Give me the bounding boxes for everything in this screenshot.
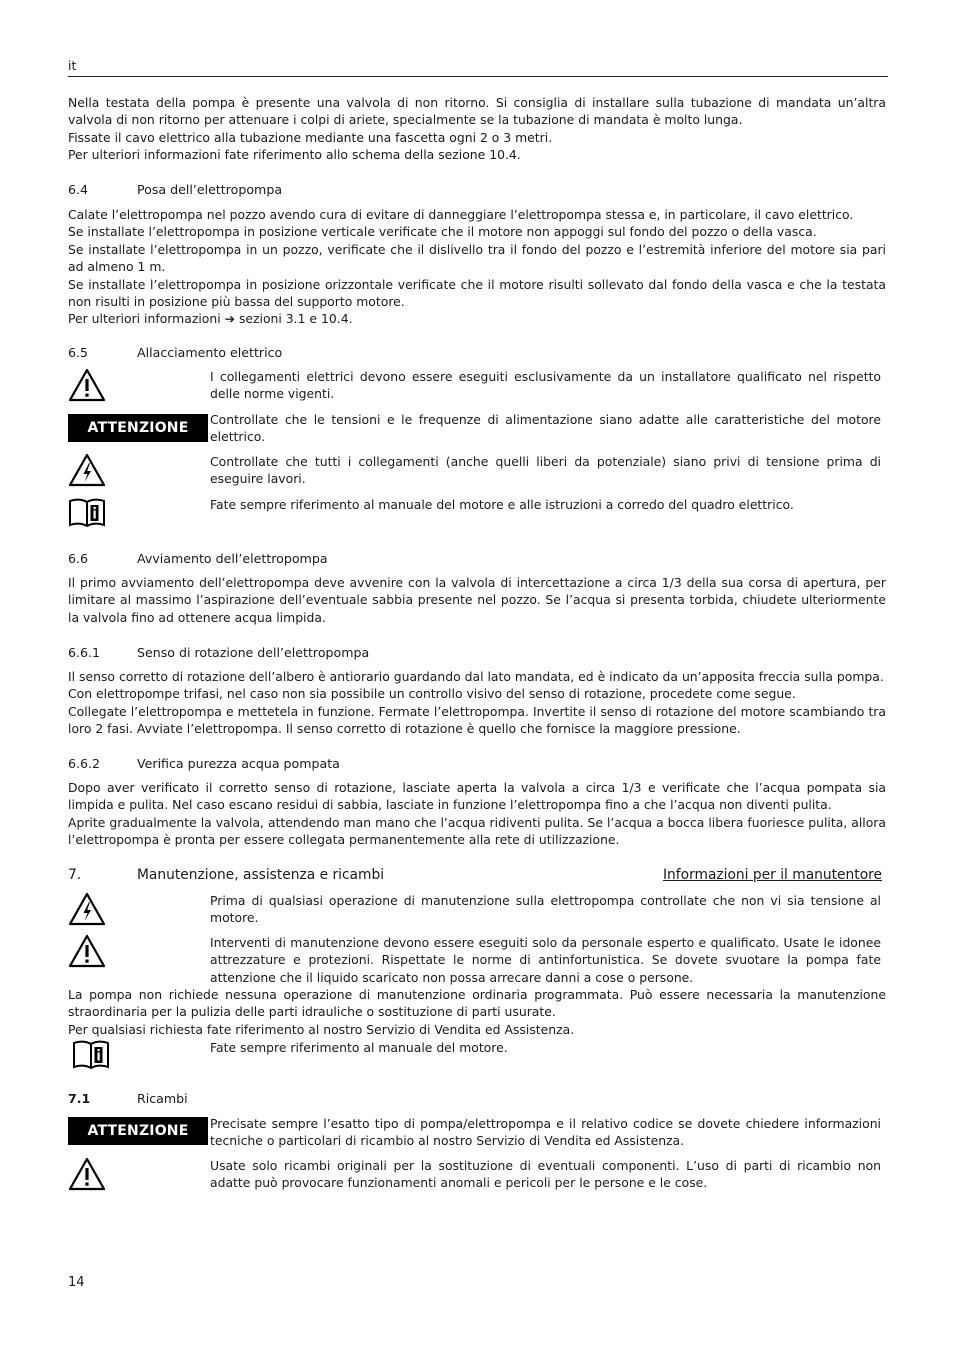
audience-label: Informazioni per il manutentore (662, 867, 882, 883)
section-6-4-text (68, 206, 886, 328)
header-rule (68, 76, 888, 77)
paragraph: Aprite gradualmente la valvola, attendendo man mano che l’acqua ridiventi pulita. Se l’acqua a bocca libera fuoriesce pulita, allora l’elettropompa è pronta per essere collegata permanentemente alla rete di utilizzazione. (68, 814, 886, 848)
paragraph: Calate l’elettropompa nel pozzo avendo cura di evitare di danneggiare l’elettropompa stessa e, in particolare, il cavo elettrico. (68, 207, 854, 222)
notice-text: Interventi di manutenzione devono essere eseguiti solo da personale esperto e qualificato. Usate le idonee attrezzature e protezioni. Rispettate le norme di antinfortunistica. Se dovete svuotare la pompa fate attenzione che il liquido scaricato non possa arrecare danni a cose o persone. (210, 935, 881, 985)
notice-text: Prima di qualsiasi operazione di manutenzione sulla elettropompa controllate che non vi sia tensione al motore. (210, 893, 881, 926)
section-number: 6.6.2 (68, 756, 101, 771)
section-number: 6.4 (68, 182, 89, 197)
section-title: Senso di rotazione dell’elettropompa (137, 645, 370, 660)
section-number: 6.6 (68, 551, 89, 566)
electric-hazard-icon (68, 453, 106, 487)
paragraph: Il primo avviamento dell’elettropompa deve avvenire con la valvola di intercettazione a circa 1/3 della sua corsa di apertura, per limitare al massimo l’aspirazione dell’eventuale sabbia presente nel pozzo. Se l’acqua si presenta torbida, chiudete ulteriormente la valvola fino ad ottenere acqua limpida. (68, 575, 886, 625)
manual-book-icon (68, 498, 106, 528)
attention-badge: ATTENZIONE (68, 414, 208, 442)
notice-text: Fate sempre riferimento al manuale del motore. (210, 1040, 508, 1055)
section-number: 6.5 (68, 345, 89, 360)
manual-book-icon (72, 1040, 110, 1070)
paragraph: Fissate il cavo elettrico alla tubazione mediante una fascetta ogni 2 o 3 metri. (68, 129, 553, 145)
electric-hazard-icon (68, 892, 106, 926)
paragraph: La pompa non richiede nessuna operazione di manutenzione ordinaria programmata. Può essere necessaria la manutenzione straordinaria per la pulizia delle parti idrauliche o sostituzione di parti usurate. (68, 987, 886, 1020)
paragraph: Collegate l’elettropompa e mettetela in funzione. Fermate l’elettropompa. Invertite il senso di rotazione del motore scambiando tra loro 2 fasi. Avviate l’elettropompa. Il senso corretto di rotazione è quello che fornisce la maggiore pressione. (68, 703, 886, 737)
section-number: 7.1 (68, 1091, 91, 1106)
page-number: 14 (68, 1275, 85, 1290)
section-title: Posa dell’elettropompa (137, 182, 283, 197)
text-fragment: sezioni 3.1 e 10.4. (238, 311, 353, 327)
section-title: Manutenzione, assistenza e ricambi (137, 867, 385, 883)
section-title: Allacciamento elettrico (137, 345, 283, 360)
notice-text: Usate solo ricambi originali per la sostituzione di eventuali componenti. L’uso di parti di ricambio non adatte può provocare funzionamenti anomali e pericoli per le persone e le cose. (210, 1158, 881, 1191)
paragraph: Dopo aver verificato il corretto senso di rotazione, lasciate aperta la valvola a circa 1/3 e verificate che l’acqua pompata sia limpida e pulita. Nel caso escano residui di sabbia, lasciate in funzione l’elettropompa fino a che l’acqua non diventi pulita. (68, 780, 886, 813)
notice-text: Controllate che tutti i collegamenti (anche quelli liberi da potenziale) siano privi di tensione prima di eseguire lavori. (210, 454, 881, 487)
paragraph: Nella testata della pompa è presente una valvola di non ritorno. Si consiglia di installare sulla tubazione di mandata un’altra valvola di non ritorno per attenuare i colpi di ariete, specialmente se la tubazione di mandata è molto lunga. (68, 95, 886, 128)
paragraph (68, 310, 886, 327)
section-6-6-text (68, 574, 886, 626)
paragraph: Per ulteriori informazioni fate riferimento allo schema della sezione 10.4. (68, 147, 521, 163)
section-title: Ricambi (137, 1091, 188, 1106)
paragraph: Il senso corretto di rotazione dell’albero è antiorario guardando dal lato mandata, ed è indicato da un’apposita freccia sulla pompa. (68, 669, 884, 684)
paragraph: Se installate l’elettropompa in posizione orizzontale verificate che il motore risulti sollevato dal fondo della vasca e che la testata non risulti in posizione più bassa del supporto motore. (68, 276, 886, 310)
warning-icon (68, 934, 106, 968)
section-6-6-2-text (68, 779, 886, 849)
warning-icon (68, 1157, 106, 1191)
notice-text: Fate sempre riferimento al manuale del motore e alle istruzioni a corredo del quadro elettrico. (210, 497, 794, 512)
attention-badge: ATTENZIONE (68, 1117, 208, 1145)
warning-icon (68, 368, 106, 402)
section-title: Avviamento dell’elettropompa (137, 551, 328, 566)
section-7-text (68, 986, 886, 1038)
section-number: 6.6.1 (68, 645, 101, 660)
text-fragment: Per ulteriori informazioni (68, 311, 221, 327)
section-6-6-1-text (68, 668, 886, 738)
paragraph: Se installate l’elettropompa in un pozzo, verificate che il dislivello tra il fondo del pozzo e l’estremità inferiore del motore sia pari ad almeno 1 m. (68, 241, 886, 275)
notice-text: Controllate che le tensioni e le frequenze di alimentazione siano adatte alle caratteristiche del motore elettrico. (210, 412, 881, 445)
notice-text: Precisate sempre l’esatto tipo di pompa/elettropompa e il relativo codice se dovete chiedere informazioni tecniche o particolari di ricambio al nostro Servizio di Vendita ed Assistenza. (210, 1116, 881, 1149)
paragraph: Se installate l’elettropompa in posizione verticale verificate che il motore non appoggi sul fondo del pozzo o della vasca. (68, 224, 817, 240)
paragraph: Con elettropompe trifasi, nel caso non sia possibile un controllo visivo del senso di rotazione, procedete come segue. (68, 686, 796, 702)
language-code: it (68, 58, 77, 73)
arrow-icon: ➔ (224, 311, 235, 327)
section-title: Verifica purezza acqua pompata (137, 756, 340, 771)
paragraph: Per qualsiasi richiesta fate riferimento al nostro Servizio di Vendita ed Assistenza. (68, 1021, 575, 1037)
section-number: 7. (68, 867, 82, 883)
intro-text (68, 94, 886, 164)
notice-text: I collegamenti elettrici devono essere eseguiti esclusivamente da un installatore qualificato nel rispetto delle norme vigenti. (210, 369, 881, 402)
